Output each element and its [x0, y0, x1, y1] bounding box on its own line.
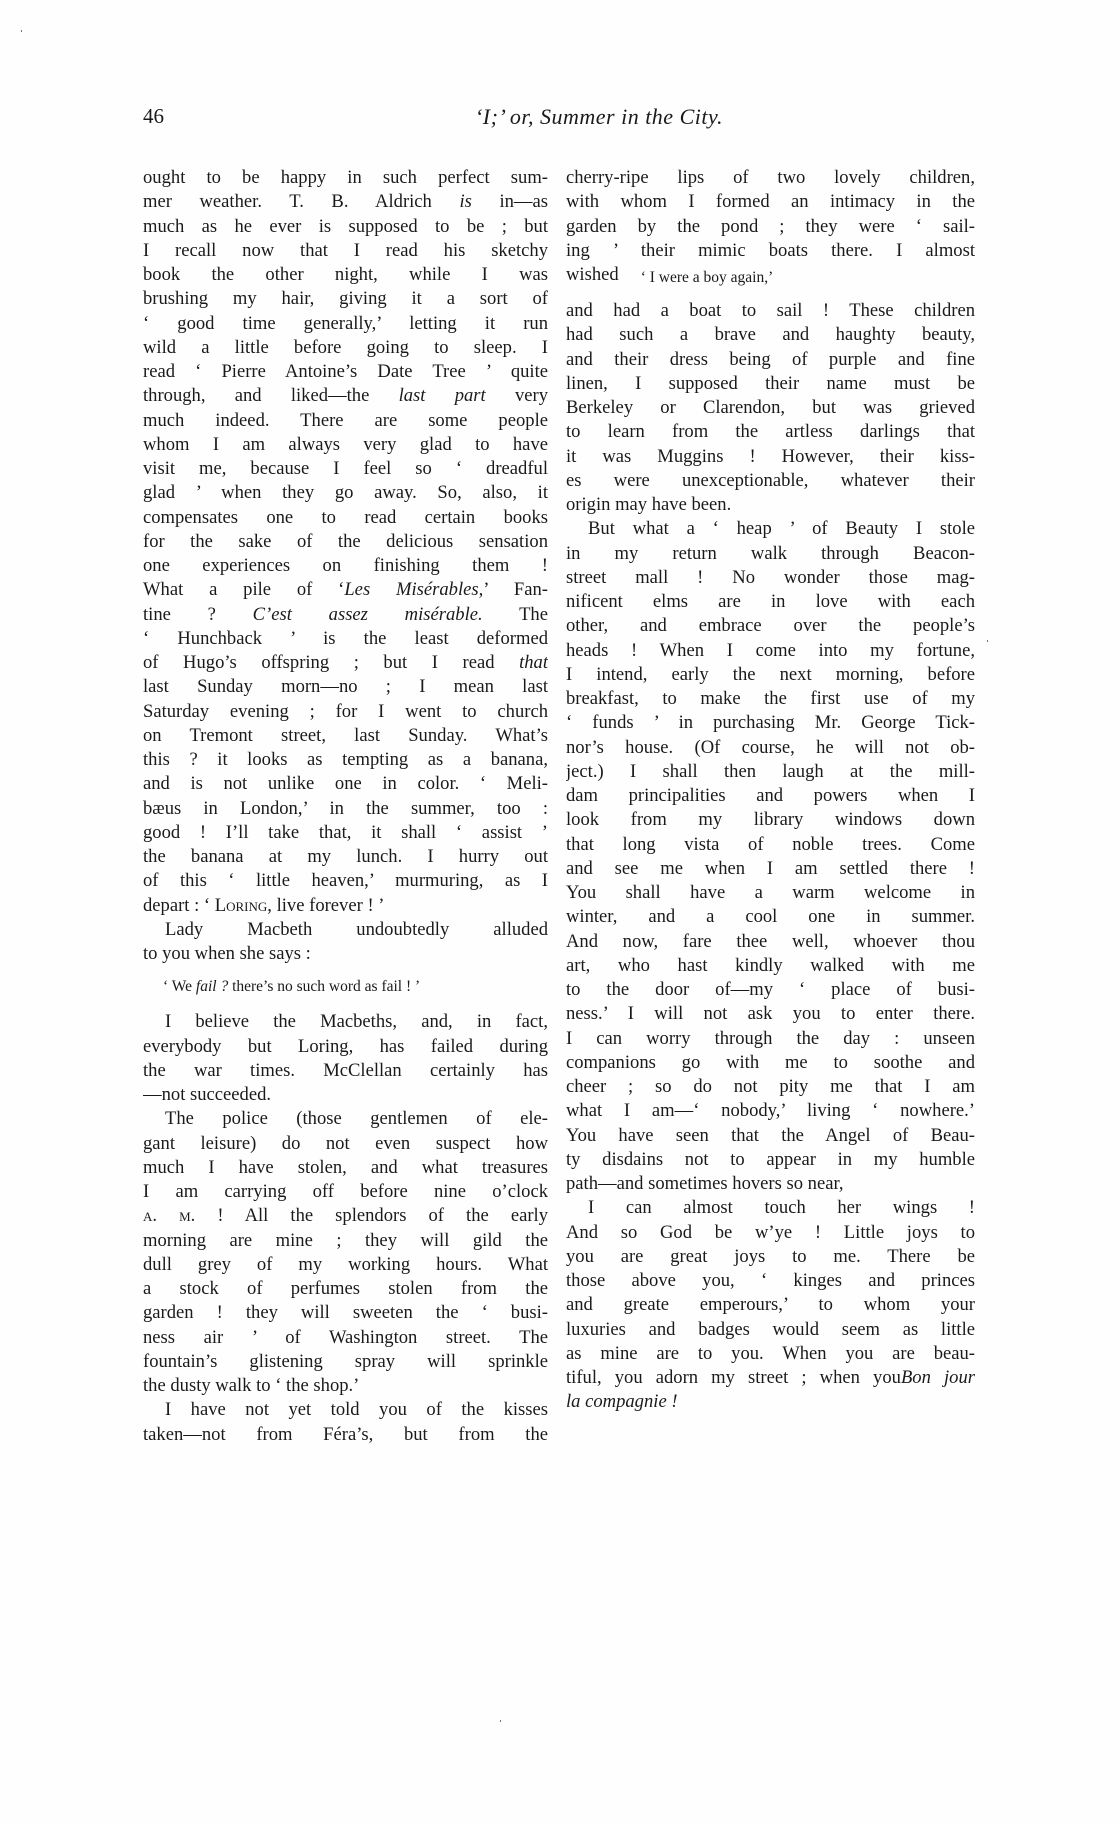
text-line: And now, fare thee well, whoever thou: [566, 930, 975, 952]
text-line: morning are mine ; they will gild the: [143, 1229, 548, 1251]
text-line: origin may have been.: [566, 494, 732, 515]
text-line: and see me when I am settled there !: [566, 857, 975, 879]
text-line: Berkeley or Clarendon, but was grieved: [566, 397, 975, 418]
text-line: of this ‘ little heaven,’ murmuring, as I: [143, 870, 548, 892]
text-line: to the door of—my ‘ place of busi-: [566, 979, 975, 1000]
scan-speck: [987, 640, 988, 642]
text-line: one experiences on finishing them !: [143, 555, 548, 576]
text-line: I can worry through the day : unseen: [566, 1027, 975, 1049]
left-column: [143, 166, 548, 1447]
running-title: ‘I;’ or, Summer in the City.: [474, 104, 724, 129]
text-line: ing ’ their mimic boats there. I almost: [566, 239, 975, 261]
text-line: The police (those gentlemen of ele-: [165, 1108, 548, 1130]
text-line: art, who hast kindly walked with me: [566, 954, 975, 976]
text-line: other, and embrace over the people’s: [566, 615, 975, 637]
text-line: much I have stolen, and what treasures: [143, 1156, 548, 1178]
text-line: in my return walk through Beacon-: [566, 542, 975, 564]
text-line: I can almost touch her wings !: [588, 1197, 975, 1219]
text-line: ness.’ I will not ask you to enter there.: [566, 1003, 975, 1025]
right-column: [566, 166, 975, 1415]
text-line: ty disdains not to appear in my humble: [566, 1148, 975, 1170]
text-line: glad ’ when they go away. So, also, it: [143, 482, 548, 504]
text-line: a stock of perfumes stolen from the: [143, 1278, 548, 1299]
text-line: heads ! When I come into my fortune,: [566, 639, 975, 661]
text-line: mer weather. T. B. Aldrich is in—as: [143, 191, 548, 213]
text-line: and greate emperours,’ to whom your: [566, 1294, 975, 1316]
text-line: good ! I’ll take that, it shall ‘ assist ’: [143, 821, 548, 843]
text-line: much as he ever is supposed to be ; but: [143, 215, 548, 237]
text-line: whom I am always very glad to have: [143, 433, 548, 455]
text-line: it was Muggins ! However, their kiss-: [566, 445, 975, 467]
text-line: read ‘ Pierre Antoine’s Date Tree ’ quite: [143, 361, 548, 382]
text-line: on Tremont street, last Sunday. What’s: [143, 724, 548, 746]
text-line: that long vista of noble trees. Come: [566, 833, 975, 855]
text-line: ‘ good time generally,’ letting it run: [143, 312, 548, 334]
text-line: es were unexceptionable, whatever their: [566, 469, 975, 491]
scan-speck: [500, 1720, 501, 1722]
text-line: and is not unlike one in color. ‘ Meli-: [143, 773, 548, 795]
text-line: But what a ‘ heap ’ of Beauty I stole: [588, 518, 975, 540]
text-line: gant leisure) do not even suspect how: [143, 1132, 548, 1154]
text-line: with whom I formed an intimacy in the: [566, 191, 975, 213]
text-line: the war times. McClellan certainly has: [143, 1059, 548, 1081]
text-line: I intend, early the next morning, before: [566, 663, 975, 685]
text-line: companions go with me to soothe and: [566, 1051, 975, 1073]
block-quote: ‘ I were a boy again,’: [640, 269, 774, 286]
text-line: much indeed. There are some people: [143, 409, 548, 431]
text-line: ‘ Hunchback ’ is the least deformed: [143, 627, 548, 649]
text-line: and had a boat to sail ! These children: [566, 300, 975, 321]
block-quote: ‘ We fail ? there’s no such word as fail ! ’: [163, 978, 421, 996]
text-line: depart : ‘ Loring, live forever ! ’: [143, 894, 385, 916]
text-line: Lady Macbeth undoubtedly alluded: [165, 918, 548, 940]
text-line: to you when she says :: [143, 943, 311, 964]
text-line: dam principalities and powers when I: [566, 785, 975, 806]
text-line: this ? it looks as tempting as a banana,: [143, 749, 548, 770]
text-line: I have not yet told you of the kisses: [165, 1399, 548, 1421]
text-line: la compagnie !: [566, 1391, 678, 1413]
text-line: linen, I supposed their name must be: [566, 372, 975, 394]
text-line: visit me, because I feel so ‘ dreadful: [143, 458, 548, 479]
text-line: the dusty walk to ‘ the shop.’: [143, 1375, 360, 1396]
text-line: of Hugo’s offspring ; but I read that: [143, 652, 548, 673]
text-line: ought to be happy in such perfect sum-: [143, 167, 548, 188]
text-line: taken—not from Féra’s, but from the: [143, 1423, 548, 1445]
text-line: look from my library windows down: [566, 809, 975, 831]
text-line: ness air ’ of Washington street. The: [143, 1326, 548, 1348]
text-line: I am carrying off before nine o’clock: [143, 1181, 548, 1202]
text-line: and their dress being of purple and fine: [566, 348, 975, 370]
text-line: you are great joys to me. There be: [566, 1245, 975, 1267]
text-line: to learn from the artless darlings that: [566, 421, 975, 443]
text-line: what I am—‘ nobody,’ living ‘ nowhere.’: [566, 1100, 975, 1122]
text-line: everybody but Loring, has failed during: [143, 1035, 548, 1057]
text-line: fountain’s glistening spray will sprinkle: [143, 1350, 548, 1372]
text-line: ject.) I shall then laugh at the mill-: [566, 760, 975, 782]
text-line: bæus in London,’ in the summer, too :: [143, 797, 548, 819]
text-line: brushing my hair, giving it a sort of: [143, 288, 548, 310]
text-line: garden ! they will sweeten the ‘ busi-: [143, 1302, 548, 1324]
text-line: —not succeeded.: [143, 1084, 272, 1105]
text-line: compensates one to read certain books: [143, 506, 548, 528]
scan-speck: [21, 30, 22, 32]
page-number: 46: [143, 104, 164, 128]
text-line: dull grey of my working hours. What: [143, 1253, 548, 1275]
text-line: the banana at my lunch. I hurry out: [143, 846, 548, 867]
text-line: cheer ; so do not pity me that I am: [566, 1076, 975, 1097]
text-line: Saturday evening ; for I went to church: [143, 700, 548, 722]
running-head: [143, 104, 975, 134]
text-line: I believe the Macbeths, and, in fact,: [165, 1011, 548, 1033]
text-line: ‘ funds ’ in purchasing Mr. George Tick-: [566, 712, 975, 734]
text-line: those above you, ‘ kinges and princes: [566, 1270, 975, 1291]
text-line: breakfast, to make the first use of my: [566, 688, 975, 709]
text-line: tine ? C’est assez misérable. The: [143, 603, 548, 625]
text-line: You have seen that the Angel of Beau-: [566, 1124, 975, 1146]
text-line: luxuries and badges would seem as little: [566, 1318, 975, 1340]
text-line: tiful, you adorn my street ; when youBon jour: [566, 1367, 975, 1388]
text-line: wild a little before going to sleep. I: [143, 336, 548, 358]
text-line: garden by the pond ; they were ‘ sail-: [566, 215, 975, 237]
text-line: a. m. ! All the splendors of the early: [143, 1205, 548, 1227]
text-line: through, and liked—the last part very: [143, 385, 548, 407]
text-line: nificent elms are in love with each: [566, 591, 975, 612]
text-line: What a pile of ‘Les Misérables,’ Fan-: [143, 579, 548, 601]
text-line: wished ‘ I were a boy again,’: [566, 264, 774, 286]
text-line: path—and sometimes hovers so near,: [566, 1173, 844, 1194]
text-line: I recall now that I read his sketchy: [143, 239, 548, 261]
text-line: for the sake of the delicious sensation: [143, 530, 548, 552]
text-line: as mine are to you. When you are beau-: [566, 1342, 975, 1364]
text-line: nor’s house. (Of course, he will not ob-: [566, 736, 975, 758]
text-line: cherry-ripe lips of two lovely children,: [566, 167, 975, 188]
text-line: had such a brave and haughty beauty,: [566, 324, 975, 346]
text-line: And so God be w’ye ! Little joys to: [566, 1221, 975, 1243]
text-line: You shall have a warm welcome in: [566, 882, 975, 903]
text-line: last Sunday morn—no ; I mean last: [143, 676, 548, 698]
text-line: street mall ! No wonder those mag-: [566, 566, 975, 588]
text-line: winter, and a cool one in summer.: [566, 906, 975, 928]
text-line: book the other night, while I was: [143, 264, 548, 285]
